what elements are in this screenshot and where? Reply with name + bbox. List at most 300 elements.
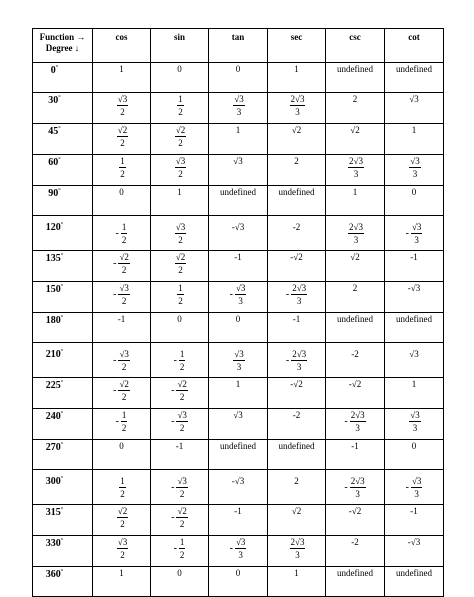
fraction-value <box>116 222 128 245</box>
fraction <box>177 94 184 117</box>
degree-value <box>33 222 76 233</box>
fraction-value <box>171 506 188 529</box>
value-cell-csc <box>326 567 385 597</box>
fraction <box>175 125 186 148</box>
value-cell-tan <box>209 343 268 378</box>
table-row <box>33 93 444 124</box>
value-cell-sec <box>268 186 326 216</box>
value-cell-cot <box>385 378 444 409</box>
numerator: 2√3 <box>350 476 365 486</box>
value-text: 1 <box>177 187 182 197</box>
numerator: √2 <box>119 252 129 262</box>
value-cell-csc <box>326 378 385 409</box>
denominator: 2 <box>179 550 185 560</box>
value-cell-tan <box>209 470 268 505</box>
fraction-value <box>116 410 128 433</box>
value-cell-cos <box>93 409 151 440</box>
numerator: 1 <box>178 94 183 104</box>
value-text: -√3 <box>231 476 245 486</box>
value-cell-tan <box>209 63 268 93</box>
value-text: √3 <box>409 94 419 104</box>
degree-number: 60 <box>48 157 59 168</box>
fraction <box>348 222 364 245</box>
sign: - <box>344 415 348 427</box>
degree-value <box>33 569 76 580</box>
denominator: 3 <box>414 489 419 499</box>
table-row <box>33 155 444 186</box>
degree-value <box>33 538 76 549</box>
numerator: √2 <box>175 252 186 262</box>
numerator: 2√3 <box>290 537 305 547</box>
value-text: √3 <box>409 349 419 359</box>
value-text: -2 <box>292 410 301 420</box>
fraction-value <box>346 156 364 179</box>
denominator: 2 <box>178 265 183 275</box>
fraction-value <box>406 476 423 499</box>
fraction <box>117 506 128 529</box>
numerator: 2√3 <box>292 283 307 293</box>
value-cell-tan <box>209 282 268 313</box>
value-text: √3 <box>233 156 243 166</box>
value-cell-sec <box>268 251 326 282</box>
table-row <box>33 251 444 282</box>
fraction <box>233 349 244 372</box>
numerator: √3 <box>175 222 186 232</box>
sign: - <box>171 415 175 427</box>
fraction <box>175 252 186 275</box>
function-label: Function → <box>39 32 86 42</box>
value-text: -√3 <box>231 222 245 232</box>
value-text: √3 <box>233 410 243 420</box>
fraction <box>409 156 420 179</box>
degree-number: 240 <box>45 411 61 422</box>
fraction-value <box>175 283 184 306</box>
numerator: 1 <box>179 537 185 547</box>
degree-number: 0 <box>50 65 56 76</box>
degree-symbol: ° <box>60 411 64 417</box>
value-text: -2 <box>292 222 301 232</box>
value-cell-sin <box>151 93 209 124</box>
degree-value <box>33 95 76 106</box>
fraction <box>179 349 186 372</box>
value-cell-sec <box>268 124 326 155</box>
value-cell-tan <box>209 505 268 536</box>
table-row <box>33 186 444 216</box>
degree-cell <box>33 124 93 155</box>
value-text: -√2 <box>290 252 303 262</box>
degree-number: 90 <box>48 188 59 199</box>
fraction <box>119 476 126 499</box>
denominator: 2 <box>120 550 125 560</box>
denominator: 3 <box>236 107 242 117</box>
degree-number: 270 <box>45 442 61 453</box>
value-text: 0 <box>177 568 182 578</box>
fraction <box>290 94 306 117</box>
fraction <box>175 222 186 245</box>
value-text: 1 <box>119 64 124 74</box>
degree-symbol: ° <box>60 507 64 513</box>
value-cell-tan <box>209 567 268 597</box>
fraction-value <box>344 410 365 433</box>
numerator: 2√3 <box>349 222 363 232</box>
fraction <box>291 349 307 372</box>
value-cell-sec <box>268 536 326 567</box>
fraction-value <box>173 252 186 275</box>
denominator: 2 <box>179 362 185 372</box>
denominator: 3 <box>236 362 242 372</box>
column-header-tan: tan <box>209 29 268 63</box>
fraction <box>409 410 420 433</box>
denominator: 3 <box>295 107 300 117</box>
value-cell-cos <box>93 186 151 216</box>
value-text: -1 <box>410 252 418 262</box>
degree-value <box>33 65 76 76</box>
value-cell-csc <box>326 155 385 186</box>
numerator: 1 <box>120 156 125 166</box>
numerator: √2 <box>177 379 187 389</box>
degree-number: 330 <box>45 538 61 549</box>
value-cell-sin <box>151 343 209 378</box>
degree-value <box>33 157 76 168</box>
value-cell-cot <box>385 282 444 313</box>
denominator: 2 <box>178 235 183 245</box>
value-cell-csc <box>326 63 385 93</box>
value-text: 0 <box>119 441 124 451</box>
sign: - <box>113 384 117 396</box>
denominator: 2 <box>178 138 183 148</box>
fraction <box>119 156 126 179</box>
numerator: 1 <box>121 222 127 232</box>
value-cell-cos <box>93 378 151 409</box>
value-cell-sec <box>268 313 326 343</box>
fraction <box>117 94 128 117</box>
fraction <box>121 222 128 245</box>
value-cell-cot <box>385 505 444 536</box>
degree-cell <box>33 505 93 536</box>
sign: - <box>171 511 175 523</box>
denominator: 3 <box>296 296 302 306</box>
fraction-value <box>344 476 365 499</box>
degree-value <box>33 188 76 199</box>
sign: - <box>285 288 290 300</box>
degree-symbol: ° <box>60 253 64 259</box>
sign: - <box>405 227 409 239</box>
value-text: -1 <box>292 314 301 324</box>
degree-symbol: ° <box>60 315 64 321</box>
numerator: 2√3 <box>349 156 363 166</box>
value-cell-sec <box>268 155 326 186</box>
value-cell-cos <box>93 567 151 597</box>
value-cell-sin <box>151 536 209 567</box>
fraction <box>118 379 129 402</box>
value-cell-cot <box>385 440 444 470</box>
fraction-value <box>115 125 128 148</box>
column-header-sec: sec <box>268 29 326 63</box>
fraction-value <box>115 537 128 560</box>
degree-cell <box>33 313 93 343</box>
value-text: -1 <box>234 506 242 516</box>
value-cell-cot <box>385 216 444 251</box>
degree-value <box>33 253 76 264</box>
value-text: 0 <box>119 187 124 197</box>
value-cell-sec <box>268 63 326 93</box>
value-cell-csc <box>326 440 385 470</box>
degree-cell <box>33 567 93 597</box>
value-text: undefined <box>220 441 256 451</box>
sign: - <box>173 354 177 366</box>
sign: - <box>229 288 233 300</box>
denominator: 2 <box>121 423 127 433</box>
header-row <box>33 29 444 63</box>
value-cell-sec <box>268 216 326 251</box>
value-cell-cos <box>93 313 151 343</box>
numerator: √2 <box>117 125 128 135</box>
denominator: 2 <box>179 519 185 529</box>
fraction <box>290 537 306 560</box>
value-cell-csc <box>326 216 385 251</box>
fraction-value <box>231 349 244 372</box>
degree-cell <box>33 343 93 378</box>
value-text: 1 <box>235 379 241 389</box>
denominator: 3 <box>353 169 359 179</box>
fraction <box>235 283 246 306</box>
degree-cell <box>33 378 93 409</box>
value-text: 1 <box>411 125 417 135</box>
value-text: 0 <box>177 64 182 74</box>
value-cell-tan <box>209 409 268 440</box>
value-text: -1 <box>175 441 184 451</box>
degree-symbol: ° <box>60 380 64 386</box>
table-row <box>33 505 444 536</box>
value-cell-sin <box>151 282 209 313</box>
sign: - <box>113 354 117 366</box>
denominator: 3 <box>238 296 243 306</box>
degree-number: 210 <box>45 349 61 360</box>
value-cell-tan <box>209 313 268 343</box>
denominator: 2 <box>179 489 185 499</box>
table-row <box>33 440 444 470</box>
fraction-value <box>113 252 130 275</box>
value-cell-sin <box>151 63 209 93</box>
degree-symbol: ° <box>60 284 64 290</box>
sign: - <box>113 288 117 300</box>
degree-value <box>33 284 76 295</box>
value-cell-tan <box>209 440 268 470</box>
fraction-value <box>173 222 186 245</box>
value-text: 1 <box>411 379 417 389</box>
fraction-value <box>115 506 128 529</box>
degree-symbol: ° <box>60 442 64 448</box>
value-text: 0 <box>235 568 241 578</box>
degree-symbol: ° <box>60 538 64 544</box>
value-text: undefined <box>396 568 432 578</box>
value-cell-tan <box>209 378 268 409</box>
fraction <box>350 410 366 433</box>
value-text: -2 <box>351 349 359 359</box>
value-text: -1 <box>351 441 359 451</box>
fraction <box>176 379 187 402</box>
column-header-csc: csc <box>326 29 385 63</box>
value-text: -√3 <box>407 537 421 547</box>
table-row <box>33 124 444 155</box>
value-text: -√2 <box>348 379 362 389</box>
sign: - <box>285 354 290 366</box>
value-cell-sin <box>151 567 209 597</box>
degree-symbol: ° <box>55 65 59 71</box>
fraction-value <box>113 349 130 372</box>
value-cell-tan <box>209 93 268 124</box>
trig-values-table <box>32 28 444 597</box>
value-text: -√3 <box>407 283 421 293</box>
value-cell-sec <box>268 378 326 409</box>
denominator: 3 <box>295 550 300 560</box>
fraction-value <box>113 379 130 402</box>
denominator: 3 <box>412 423 418 433</box>
denominator: 3 <box>296 362 302 372</box>
fraction-value <box>171 379 188 402</box>
denominator: 2 <box>121 265 127 275</box>
fraction-value <box>288 94 306 117</box>
degree-cell <box>33 216 93 251</box>
value-text: undefined <box>337 64 373 74</box>
value-text: -1 <box>234 252 242 262</box>
numerator: √3 <box>235 283 246 293</box>
denominator: 3 <box>238 550 243 560</box>
value-cell-cot <box>385 313 444 343</box>
fraction-value <box>230 283 247 306</box>
value-text: -1 <box>117 314 126 324</box>
fraction <box>177 283 184 306</box>
value-cell-csc <box>326 409 385 440</box>
denominator: 3 <box>353 235 359 245</box>
degree-symbol: ° <box>58 126 61 132</box>
degree-value <box>33 476 76 487</box>
value-cell-sin <box>151 409 209 440</box>
degree-value <box>33 349 76 360</box>
fraction-value <box>286 283 307 306</box>
value-cell-sin <box>151 216 209 251</box>
value-cell-cos <box>93 63 151 93</box>
value-text: √2 <box>291 506 302 516</box>
value-cell-cos <box>93 251 151 282</box>
value-cell-csc <box>326 470 385 505</box>
value-cell-cos <box>93 343 151 378</box>
value-cell-cos <box>93 216 151 251</box>
value-cell-sec <box>268 470 326 505</box>
degree-cell <box>33 155 93 186</box>
numerator: √3 <box>234 349 244 359</box>
table-row <box>33 567 444 597</box>
value-cell-csc <box>326 251 385 282</box>
column-header-cos: cos <box>93 29 151 63</box>
fraction <box>118 283 129 306</box>
fraction-value <box>171 410 188 433</box>
value-text: 0 <box>411 187 417 197</box>
sign: - <box>173 542 177 554</box>
value-text: 0 <box>411 441 417 451</box>
value-cell-tan <box>209 216 268 251</box>
degree-cell <box>33 186 93 216</box>
fraction-value <box>171 476 188 499</box>
value-cell-cot <box>385 343 444 378</box>
fraction-value <box>173 156 186 179</box>
value-text: -√2 <box>290 379 303 389</box>
numerator: √3 <box>177 476 187 486</box>
degree-symbol: ° <box>58 157 61 163</box>
denominator: 2 <box>121 235 127 245</box>
value-cell-tan <box>209 536 268 567</box>
value-cell-cot <box>385 470 444 505</box>
value-cell-cot <box>385 409 444 440</box>
fraction <box>175 156 186 179</box>
value-cell-tan <box>209 186 268 216</box>
fraction <box>121 410 128 433</box>
value-text: 1 <box>352 187 358 197</box>
table-row <box>33 343 444 378</box>
value-cell-sec <box>268 567 326 597</box>
value-cell-cos <box>93 470 151 505</box>
value-text: -2 <box>351 537 359 547</box>
value-cell-cos <box>93 124 151 155</box>
value-text: 1 <box>235 125 241 135</box>
degree-number: 45 <box>48 126 59 137</box>
numerator: √3 <box>411 222 422 232</box>
numerator: 1 <box>120 476 125 486</box>
fraction <box>235 537 246 560</box>
sign: - <box>229 542 233 554</box>
fraction <box>176 506 187 529</box>
degree-number: 120 <box>45 222 61 233</box>
column-header-cot: cot <box>385 29 444 63</box>
value-cell-sin <box>151 124 209 155</box>
denominator: 2 <box>121 296 127 306</box>
denominator: 2 <box>120 138 125 148</box>
sign: - <box>171 481 175 493</box>
value-cell-cos <box>93 282 151 313</box>
numerator: √3 <box>119 283 129 293</box>
value-cell-csc <box>326 124 385 155</box>
value-cell-cot <box>385 124 444 155</box>
value-text: 0 <box>235 64 241 74</box>
fraction-value <box>117 156 126 179</box>
denominator: 2 <box>120 169 125 179</box>
degree-symbol: ° <box>60 569 64 575</box>
fraction-value <box>115 94 128 117</box>
table-row <box>33 378 444 409</box>
degree-number: 225 <box>45 380 61 391</box>
numerator: 1 <box>121 410 127 420</box>
denominator: 2 <box>120 519 125 529</box>
denominator: 3 <box>412 169 418 179</box>
fraction <box>176 410 187 433</box>
fraction-value <box>286 349 307 372</box>
value-cell-tan <box>209 251 268 282</box>
degree-cell <box>33 409 93 440</box>
value-text: 1 <box>294 64 299 74</box>
value-cell-cos <box>93 536 151 567</box>
value-cell-sin <box>151 440 209 470</box>
value-text: undefined <box>396 314 432 324</box>
numerator: √2 <box>175 125 186 135</box>
value-cell-sin <box>151 505 209 536</box>
value-text: 2 <box>352 94 358 104</box>
denominator: 2 <box>179 423 185 433</box>
table-row <box>33 282 444 313</box>
value-text: undefined <box>220 187 256 197</box>
fraction-value <box>231 94 244 117</box>
numerator: √3 <box>117 537 128 547</box>
numerator: 2√3 <box>290 94 305 104</box>
